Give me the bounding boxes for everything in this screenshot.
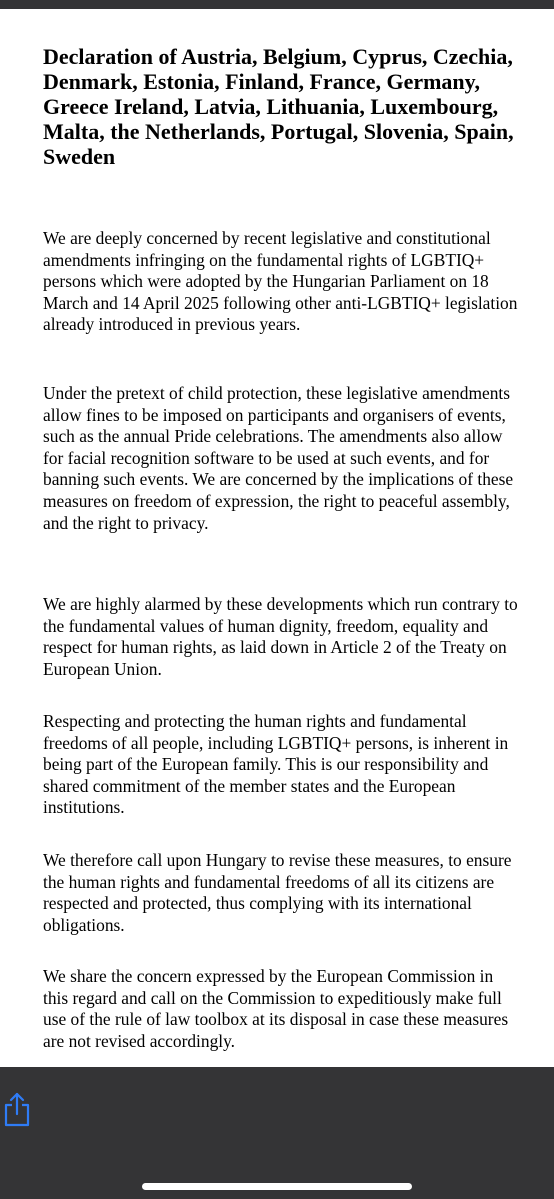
paragraph-4: Respecting and protecting the human rights and fundamental freedoms of all people, including LGBTIQ+ persons, is inherent in being part of the European family. This is our responsibility and shared commitment of the member states and the European institutions. <box>43 711 509 818</box>
paragraph-3: We are highly alarmed by these developments which run contrary to the fundamental values of human dignity, freedom, equality and respect for human rights, as laid down in Article 2 of the Treaty on European Union. <box>43 594 518 679</box>
document-content <box>43 44 523 1051</box>
share-button[interactable] <box>2 1092 32 1128</box>
paragraph-5: We therefore call upon Hungary to revise these measures, to ensure the human rights and fundamental freedoms of all its citizens are respected and protected, thus complying with its international obligations. <box>43 850 512 935</box>
paragraph-6: We share the concern expressed by the European Commission in this regard and call on the Commission to expeditiously make full use of the rule of law toolbox at its disposal in case these measures are not revised accordingly. <box>43 966 509 1051</box>
bottom-toolbar <box>0 1067 554 1199</box>
share-icon <box>2 1092 32 1128</box>
home-indicator <box>142 1183 412 1190</box>
paragraph-1: We are deeply concerned by recent legislative and constitutional amendments infringing on the fundamental rights of LGBTIQ+ persons which were adopted by the Hungarian Parliament on 18 March and 14 April 2025 following other anti-LGBTIQ+ legislation already introduced in previous years. <box>43 228 518 335</box>
status-bar <box>0 0 554 9</box>
paragraph-2: Under the pretext of child protection, these legislative amendments allow fines to be imposed on participants and organisers of events, such as the annual Pride celebrations. The amendments also allow for facial recognition software to be used at such events, and for banning such events. We are concerned by the implications of these measures on freedom of expression, the right to peaceful assembly, and the right to privacy. <box>43 383 514 533</box>
document-title: Declaration of Austria, Belgium, Cyprus, Czechia, Denmark, Estonia, Finland, France, Germany, Greece Ireland, Latvia, Lithuania, Luxembourg, Malta, the Netherlands, Portugal, Slovenia, Spain, Sweden <box>43 44 514 169</box>
